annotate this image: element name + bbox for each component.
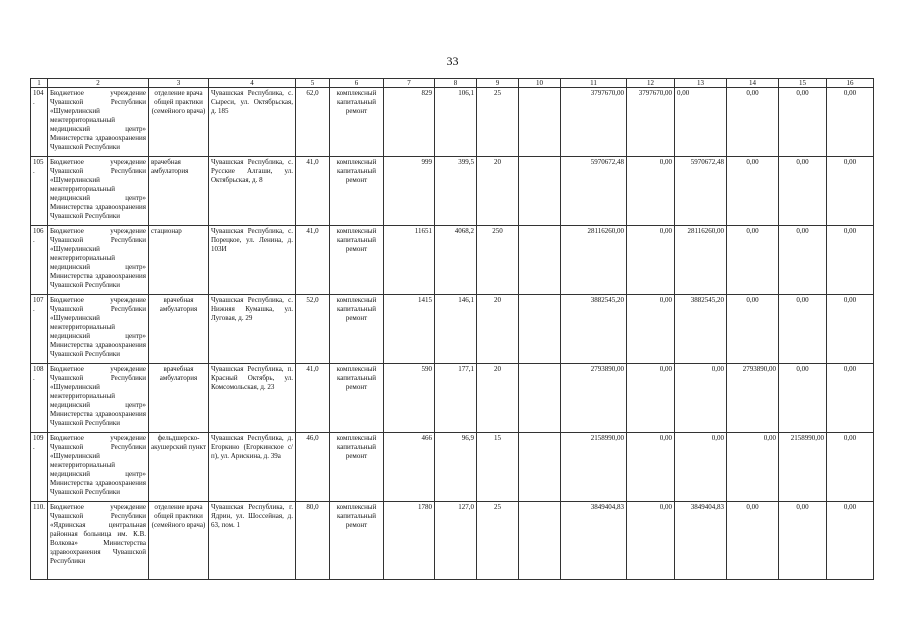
col14-cell: 0,00 [727, 226, 779, 295]
col16-cell: 0,00 [827, 295, 874, 364]
row-number: 104. [31, 88, 48, 157]
table-row [31, 295, 874, 364]
col12-cell: 0,00 [627, 433, 675, 502]
col11-cell: 3882545,20 [561, 295, 627, 364]
col16-cell: 0,00 [827, 502, 874, 580]
col8-cell: 4068,2 [435, 226, 477, 295]
col15-cell: 0,00 [779, 88, 827, 157]
col16-cell: 0,00 [827, 433, 874, 502]
col13-cell: 3882545,20 [675, 295, 727, 364]
col15-cell: 0,00 [779, 157, 827, 226]
col11-cell: 3797670,00 [561, 88, 627, 157]
col7-cell: 11651 [384, 226, 435, 295]
col13-cell: 0,00 [675, 88, 727, 157]
facility-type-cell: врачебная амбулатория [149, 295, 209, 364]
col10-cell [519, 433, 561, 502]
col16-cell: 0,00 [827, 226, 874, 295]
column-header: 10 [519, 79, 561, 88]
address-cell: Чувашская Республика, д. Егоркино (Егоркинское с/п), ул. Арискина, д. 39а [209, 433, 296, 502]
col9-cell: 20 [477, 364, 519, 433]
col14-cell: 0,00 [727, 157, 779, 226]
column-header: 6 [330, 79, 384, 88]
col11-cell: 3849404,83 [561, 502, 627, 580]
address-cell: Чувашская Республика, г. Ядрин, ул. Шоссейная, д. 63, пом. 1 [209, 502, 296, 580]
col15-cell: 0,00 [779, 295, 827, 364]
col13-cell: 5970672,48 [675, 157, 727, 226]
col11-cell: 28116260,00 [561, 226, 627, 295]
organization-cell: Бюджетное учреждение Чувашской Республики «Шумерлинский межтерриториальный медицинский центр» Министерства здравоохранения Чувашской Республики [48, 364, 149, 433]
col10-cell [519, 502, 561, 580]
col12-cell: 0,00 [627, 502, 675, 580]
facilities-table [30, 78, 874, 580]
col16-cell: 0,00 [827, 364, 874, 433]
work-type-cell: комплексный капитальный ремонт [330, 157, 384, 226]
column-header: 13 [675, 79, 727, 88]
col13-cell: 0,00 [675, 364, 727, 433]
column-header: 4 [209, 79, 296, 88]
col14-cell: 2793890,00 [727, 364, 779, 433]
organization-cell: Бюджетное учреждение Чувашской Республики «Шумерлинский межтерриториальный медицинский центр» Министерства здравоохранения Чувашской Республики [48, 295, 149, 364]
work-type-cell: комплексный капитальный ремонт [330, 364, 384, 433]
col5-cell: 52,0 [296, 295, 330, 364]
col15-cell: 0,00 [779, 502, 827, 580]
col8-cell: 177,1 [435, 364, 477, 433]
table-row [31, 433, 874, 502]
organization-cell: Бюджетное учреждение Чувашской Республики «Шумерлинский межтерриториальный медицинский центр» Министерства здравоохранения Чувашской Республики [48, 433, 149, 502]
col8-cell: 127,0 [435, 502, 477, 580]
organization-cell: Бюджетное учреждение Чувашской Республики «Ядринская центральная районная больница им. К.В. Волкова» Министерства здравоохранения Чувашской Республики [48, 502, 149, 580]
col5-cell: 41,0 [296, 157, 330, 226]
col12-cell: 0,00 [627, 157, 675, 226]
column-header: 2 [48, 79, 149, 88]
col5-cell: 80,0 [296, 502, 330, 580]
column-header: 3 [149, 79, 209, 88]
address-cell: Чувашская Республика, с. Порецкое, ул. Ленина, д. 103И [209, 226, 296, 295]
page-number: 33 [446, 54, 459, 68]
row-number: 110. [31, 502, 48, 580]
column-header: 1 [31, 79, 48, 88]
col7-cell: 829 [384, 88, 435, 157]
col10-cell [519, 88, 561, 157]
col12-cell: 0,00 [627, 364, 675, 433]
work-type-cell: комплексный капитальный ремонт [330, 226, 384, 295]
col9-cell: 25 [477, 502, 519, 580]
column-header: 15 [779, 79, 827, 88]
facility-type-cell: врачебная амбулатория [149, 364, 209, 433]
table-row [31, 364, 874, 433]
column-header: 14 [727, 79, 779, 88]
organization-cell: Бюджетное учреждение Чувашской Республики «Шумерлинский межтерриториальный медицинский центр» Министерства здравоохранения Чувашской Республики [48, 157, 149, 226]
col15-cell: 0,00 [779, 364, 827, 433]
address-cell: Чувашская Республика, с. Русские Алгаши, ул. Октябрьская, д. 8 [209, 157, 296, 226]
col7-cell: 1780 [384, 502, 435, 580]
col13-cell: 0,00 [675, 433, 727, 502]
col11-cell: 2793890,00 [561, 364, 627, 433]
facility-type-cell: отделение врача общей практики (семейного врача) [149, 88, 209, 157]
col14-cell: 0,00 [727, 502, 779, 580]
column-header: 5 [296, 79, 330, 88]
col7-cell: 999 [384, 157, 435, 226]
col10-cell [519, 226, 561, 295]
col15-cell: 2158990,00 [779, 433, 827, 502]
work-type-cell: комплексный капитальный ремонт [330, 88, 384, 157]
col5-cell: 62,0 [296, 88, 330, 157]
col8-cell: 399,5 [435, 157, 477, 226]
col11-cell: 2158990,00 [561, 433, 627, 502]
address-cell: Чувашская Республика, с. Сыреси, ул. Октябрьская, д. 185 [209, 88, 296, 157]
col5-cell: 46,0 [296, 433, 330, 502]
work-type-cell: комплексный капитальный ремонт [330, 502, 384, 580]
facility-type-cell: врачебная амбулатория [149, 157, 209, 226]
col14-cell: 0,00 [727, 295, 779, 364]
col15-cell: 0,00 [779, 226, 827, 295]
col8-cell: 106,1 [435, 88, 477, 157]
col7-cell: 1415 [384, 295, 435, 364]
column-header: 11 [561, 79, 627, 88]
col13-cell: 28116260,00 [675, 226, 727, 295]
col5-cell: 41,0 [296, 364, 330, 433]
col7-cell: 590 [384, 364, 435, 433]
column-header: 16 [827, 79, 874, 88]
col10-cell [519, 157, 561, 226]
table-row [31, 226, 874, 295]
col11-cell: 5970672,48 [561, 157, 627, 226]
facility-type-cell: отделение врача общей практики (семейного врача) [149, 502, 209, 580]
col9-cell: 20 [477, 157, 519, 226]
col7-cell: 466 [384, 433, 435, 502]
row-number: 109. [31, 433, 48, 502]
col9-cell: 15 [477, 433, 519, 502]
facility-type-cell: фельдшерско-акушерский пункт [149, 433, 209, 502]
col5-cell: 41,0 [296, 226, 330, 295]
work-type-cell: комплексный капитальный ремонт [330, 295, 384, 364]
col16-cell: 0,00 [827, 157, 874, 226]
row-number: 106. [31, 226, 48, 295]
col13-cell: 3849404,83 [675, 502, 727, 580]
work-type-cell: комплексный капитальный ремонт [330, 433, 384, 502]
address-cell: Чувашская Республика, п. Красный Октябрь, ул. Комсомольская, д. 23 [209, 364, 296, 433]
col9-cell: 250 [477, 226, 519, 295]
col14-cell: 0,00 [727, 433, 779, 502]
table-row [31, 502, 874, 580]
col12-cell: 3797670,00 [627, 88, 675, 157]
col12-cell: 0,00 [627, 226, 675, 295]
col14-cell: 0,00 [727, 88, 779, 157]
column-header: 9 [477, 79, 519, 88]
col16-cell: 0,00 [827, 88, 874, 157]
col10-cell [519, 295, 561, 364]
col10-cell [519, 364, 561, 433]
column-number-row [31, 79, 874, 88]
table-row [31, 157, 874, 226]
column-header: 12 [627, 79, 675, 88]
col8-cell: 146,1 [435, 295, 477, 364]
col9-cell: 25 [477, 88, 519, 157]
organization-cell: Бюджетное учреждение Чувашской Республики «Шумерлинский межтерриториальный медицинский центр» Министерства здравоохранения Чувашской Республики [48, 88, 149, 157]
col9-cell: 20 [477, 295, 519, 364]
table-row [31, 88, 874, 157]
col12-cell: 0,00 [627, 295, 675, 364]
organization-cell: Бюджетное учреждение Чувашской Республики «Шумерлинский межтерриториальный медицинский центр» Министерства здравоохранения Чувашской Республики [48, 226, 149, 295]
row-number: 107. [31, 295, 48, 364]
column-header: 7 [384, 79, 435, 88]
row-number: 105. [31, 157, 48, 226]
col8-cell: 96,9 [435, 433, 477, 502]
column-header: 8 [435, 79, 477, 88]
row-number: 108. [31, 364, 48, 433]
address-cell: Чувашская Республика, с. Нижняя Кумашка, ул. Луговая, д. 29 [209, 295, 296, 364]
facility-type-cell: стационар [149, 226, 209, 295]
